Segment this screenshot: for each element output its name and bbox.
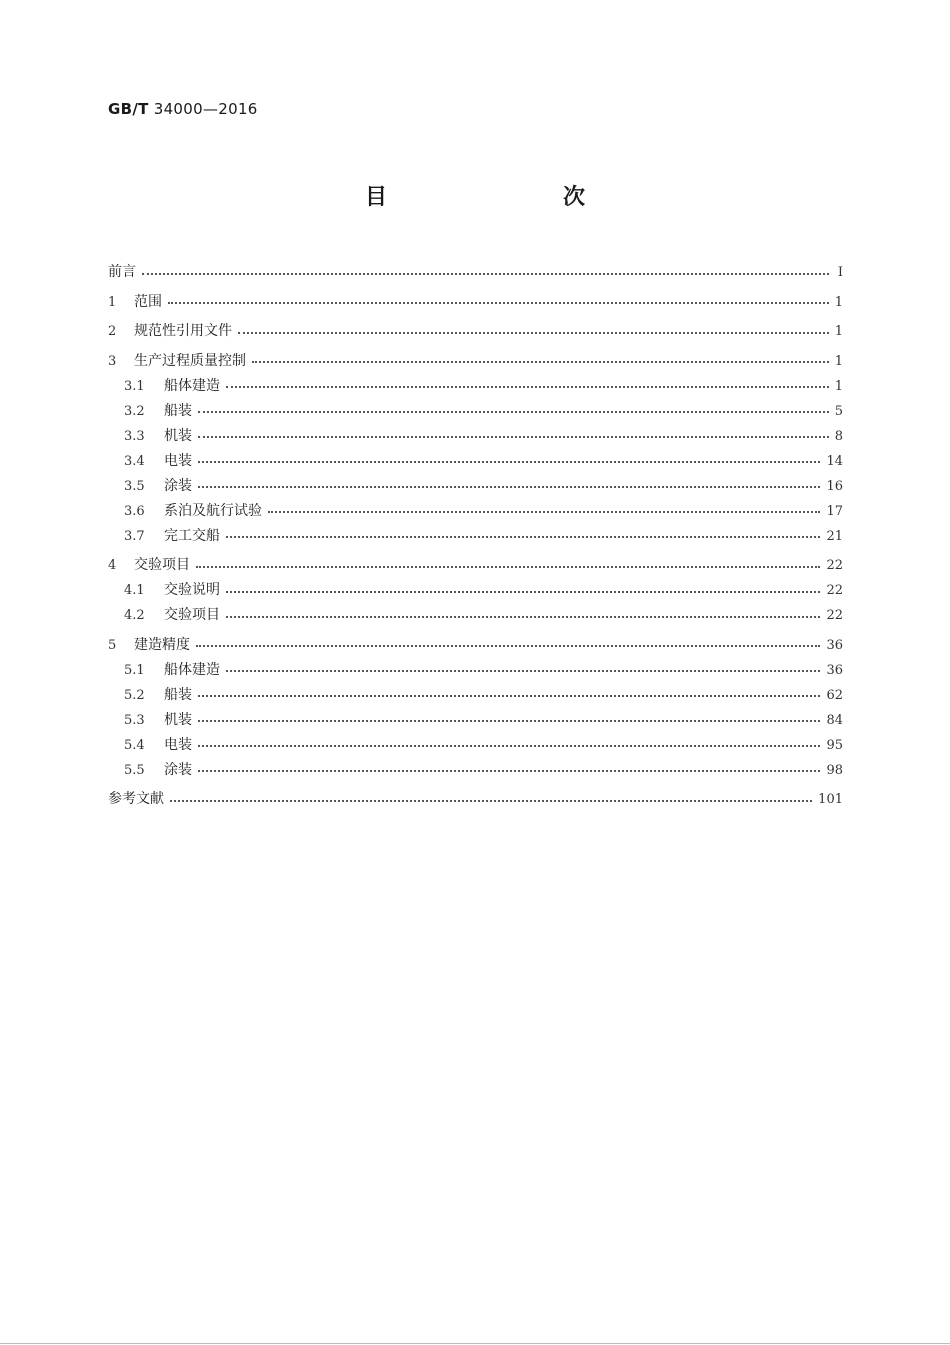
toc-leader-dots xyxy=(142,273,829,275)
toc-entry-page: 22 xyxy=(826,558,843,573)
toc-entry-number: 3.1 xyxy=(124,378,145,394)
toc-entry[interactable] xyxy=(108,524,843,549)
standard-code xyxy=(108,100,258,118)
toc-entry-page: 95 xyxy=(826,737,843,753)
toc-entry-page: 8 xyxy=(834,428,843,444)
toc-entry-title: 参考文献 xyxy=(108,791,164,807)
toc-entry-page: 21 xyxy=(826,528,843,544)
page-bottom-divider xyxy=(0,1343,950,1344)
toc-entry[interactable] xyxy=(108,683,843,708)
toc-entry[interactable] xyxy=(108,787,843,812)
toc-leader-dots xyxy=(198,486,820,488)
toc-entry-page: 14 xyxy=(826,453,843,469)
toc-leader-dots xyxy=(198,461,820,463)
toc-title: 目 次 xyxy=(364,185,629,210)
toc-entry-title: 船装 xyxy=(164,402,192,419)
toc-entry-title: 机装 xyxy=(164,711,192,728)
toc-entry[interactable] xyxy=(108,758,843,783)
toc-entry[interactable] xyxy=(108,733,843,758)
toc-entry-number: 5 xyxy=(108,637,117,653)
toc-entry-title: 交验项目 xyxy=(134,557,190,573)
toc-entry-title: 完工交船 xyxy=(164,527,220,544)
toc-leader-dots xyxy=(226,536,820,538)
toc-leader-dots xyxy=(252,361,829,363)
toc-entry[interactable] xyxy=(108,449,843,474)
toc-entry-number: 5.4 xyxy=(124,737,145,753)
toc-leader-dots xyxy=(268,511,820,513)
toc-leader-dots xyxy=(198,745,820,747)
toc-entry-title: 机装 xyxy=(164,427,192,444)
toc-entry-title: 船体建造 xyxy=(164,377,220,394)
toc-entry-title: 前言 xyxy=(108,264,136,280)
toc-entry[interactable] xyxy=(108,474,843,499)
toc-entry[interactable] xyxy=(108,349,843,374)
toc-entry[interactable] xyxy=(108,374,843,399)
toc-entry-page: 84 xyxy=(826,712,843,728)
toc-entry-title: 电装 xyxy=(164,452,192,469)
toc-entry-page: 22 xyxy=(826,583,843,598)
table-of-contents xyxy=(108,260,843,812)
toc-entry-number: 5.5 xyxy=(124,762,145,778)
toc-entry[interactable] xyxy=(108,633,843,658)
toc-leader-dots xyxy=(238,332,829,334)
toc-entry-page: 101 xyxy=(818,792,843,807)
toc-entry-page: 17 xyxy=(826,503,843,519)
toc-entry-number: 1 xyxy=(108,294,117,310)
toc-leader-dots xyxy=(226,591,820,593)
toc-entry-page: 36 xyxy=(826,662,843,678)
toc-entry-number: 3 xyxy=(108,353,117,369)
toc-entry[interactable] xyxy=(108,399,843,424)
toc-leader-dots xyxy=(170,800,812,802)
toc-entry-title: 涂装 xyxy=(164,761,192,778)
toc-entry-title: 电装 xyxy=(164,736,192,753)
toc-entry-title: 建造精度 xyxy=(134,636,190,653)
toc-entry-number: 4.2 xyxy=(124,608,145,623)
toc-entry[interactable] xyxy=(108,319,843,344)
toc-leader-dots xyxy=(196,566,820,568)
toc-entry-page: 62 xyxy=(826,687,843,703)
toc-entry-number: 3.4 xyxy=(124,453,145,469)
toc-leader-dots xyxy=(198,695,820,697)
toc-entry-title: 生产过程质量控制 xyxy=(134,352,246,369)
toc-entry[interactable] xyxy=(108,260,843,285)
standard-number: 34000—2016 xyxy=(153,100,258,118)
toc-entry-page: 5 xyxy=(834,403,843,419)
toc-entry-title: 船体建造 xyxy=(164,661,220,678)
toc-entry-number: 5.3 xyxy=(124,712,145,728)
toc-entry[interactable] xyxy=(108,553,843,578)
toc-entry-number: 3.5 xyxy=(124,478,145,494)
toc-entry-title: 交验说明 xyxy=(164,582,220,598)
toc-leader-dots xyxy=(198,720,820,722)
toc-entry[interactable] xyxy=(108,603,843,628)
toc-entry[interactable] xyxy=(108,658,843,683)
toc-entry[interactable] xyxy=(108,578,843,603)
toc-entry-page: 1 xyxy=(834,353,843,369)
toc-entry-number: 2 xyxy=(108,324,117,339)
toc-entry-number: 3.7 xyxy=(124,528,145,544)
toc-leader-dots xyxy=(226,386,829,388)
toc-entry-number: 4.1 xyxy=(124,583,145,598)
toc-entry-number: 5.2 xyxy=(124,687,145,703)
toc-entry[interactable] xyxy=(108,424,843,449)
toc-entry-number: 3.3 xyxy=(124,428,145,444)
toc-entry[interactable] xyxy=(108,290,843,315)
toc-entry-title: 系泊及航行试验 xyxy=(164,502,262,519)
toc-entry-page: Ⅰ xyxy=(837,265,843,280)
toc-entry-title: 船装 xyxy=(164,686,192,703)
toc-leader-dots xyxy=(198,770,820,772)
toc-leader-dots xyxy=(168,302,829,304)
toc-entry-title: 范围 xyxy=(134,293,162,310)
toc-leader-dots xyxy=(226,670,820,672)
toc-leader-dots xyxy=(226,616,820,618)
toc-entry-page: 16 xyxy=(826,478,843,494)
toc-entry-title: 规范性引用文件 xyxy=(134,323,232,339)
toc-entry-page: 98 xyxy=(826,762,843,778)
toc-leader-dots xyxy=(198,436,829,438)
toc-entry-page: 1 xyxy=(834,294,843,310)
toc-entry-number: 3.2 xyxy=(124,403,145,419)
toc-entry[interactable] xyxy=(108,499,843,524)
standard-prefix: GB/T xyxy=(108,100,149,118)
toc-entry[interactable] xyxy=(108,708,843,733)
toc-entry-number: 4 xyxy=(108,558,117,573)
toc-entry-page: 1 xyxy=(834,324,843,339)
toc-entry-number: 3.6 xyxy=(124,503,145,519)
toc-entry-page: 36 xyxy=(826,637,843,653)
toc-leader-dots xyxy=(196,645,820,647)
toc-entry-title: 交验项目 xyxy=(164,607,220,623)
toc-entry-page: 1 xyxy=(834,378,843,394)
toc-entry-number: 5.1 xyxy=(124,662,145,678)
toc-entry-page: 22 xyxy=(826,608,843,623)
toc-leader-dots xyxy=(198,411,829,413)
toc-entry-title: 涂装 xyxy=(164,477,192,494)
